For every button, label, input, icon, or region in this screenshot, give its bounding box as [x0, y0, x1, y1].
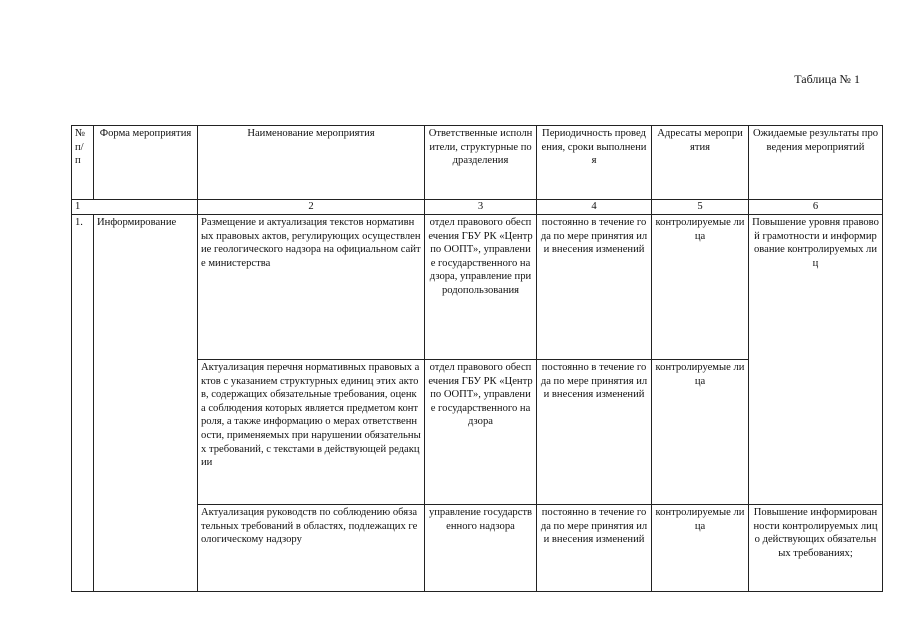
table-row	[72, 215, 883, 360]
addressees: контролируемые лица	[652, 360, 749, 505]
executors: отдел правового обеспечения ГБУ РК «Центр по ООПТ», управление государственного надзора	[425, 360, 537, 505]
activity-name: Актуализация перечня нормативных правовых актов с указанием структурных единиц этих актов, содержащих обязательные требования, оценка соблюдения которых является предметом контроля, а также информацию о мерах ответственности, применяемых при нарушении обязательных требований, с текстами в действующей редакции	[198, 360, 425, 505]
expected-results: Повышение уровня правовой грамотности и информирование контролируемых лиц	[749, 215, 883, 505]
column-number-row	[72, 200, 883, 215]
column-number: 4	[537, 200, 652, 215]
column-number: 5	[652, 200, 749, 215]
header-executors: Ответственные исполнители, структурные подразделения	[425, 126, 537, 200]
activity-name: Размещение и актуализация текстов нормативных правовых актов, регулирующих осуществление геологического надзора на официальном сайте министерства	[198, 215, 425, 360]
period: постоянно в течение года по мере принятия или внесения изменений	[537, 360, 652, 505]
activity-form: Информирование	[94, 215, 198, 592]
addressees: контролируемые лица	[652, 215, 749, 360]
header-period: Периодичность проведения, сроки выполнения	[537, 126, 652, 200]
row-number: 1.	[72, 215, 94, 592]
activities-table	[71, 125, 883, 592]
executors: управление государственного надзора	[425, 505, 537, 592]
expected-results: Повышение информированности контролируемых лиц о действующих обязательных требованиях;	[749, 505, 883, 592]
column-number: 2	[198, 200, 425, 215]
table-caption: Таблица № 1	[794, 72, 860, 86]
executors: отдел правового обеспечения ГБУ РК «Центр по ООПТ», управление государственного надзора, управление природопользования	[425, 215, 537, 360]
header-addressees: Адресаты мероприятия	[652, 126, 749, 200]
header-num: № п/ п	[72, 126, 94, 200]
column-number: 6	[749, 200, 883, 215]
addressees: контролируемые лица	[652, 505, 749, 592]
header-results: Ожидаемые результаты проведения мероприятий	[749, 126, 883, 200]
header-name: Наименование мероприятия	[198, 126, 425, 200]
header-form: Форма мероприятия	[94, 126, 198, 200]
activity-name: Актуализация руководств по соблюдению обязательных требований в областях, подлежащих геологическому надзору	[198, 505, 425, 592]
period: постоянно в течение года по мере принятия или внесения изменений	[537, 505, 652, 592]
column-number: 3	[425, 200, 537, 215]
column-number: 1	[72, 200, 198, 215]
period: постоянно в течение года по мере принятия или внесения изменений	[537, 215, 652, 360]
header-row	[72, 126, 883, 200]
